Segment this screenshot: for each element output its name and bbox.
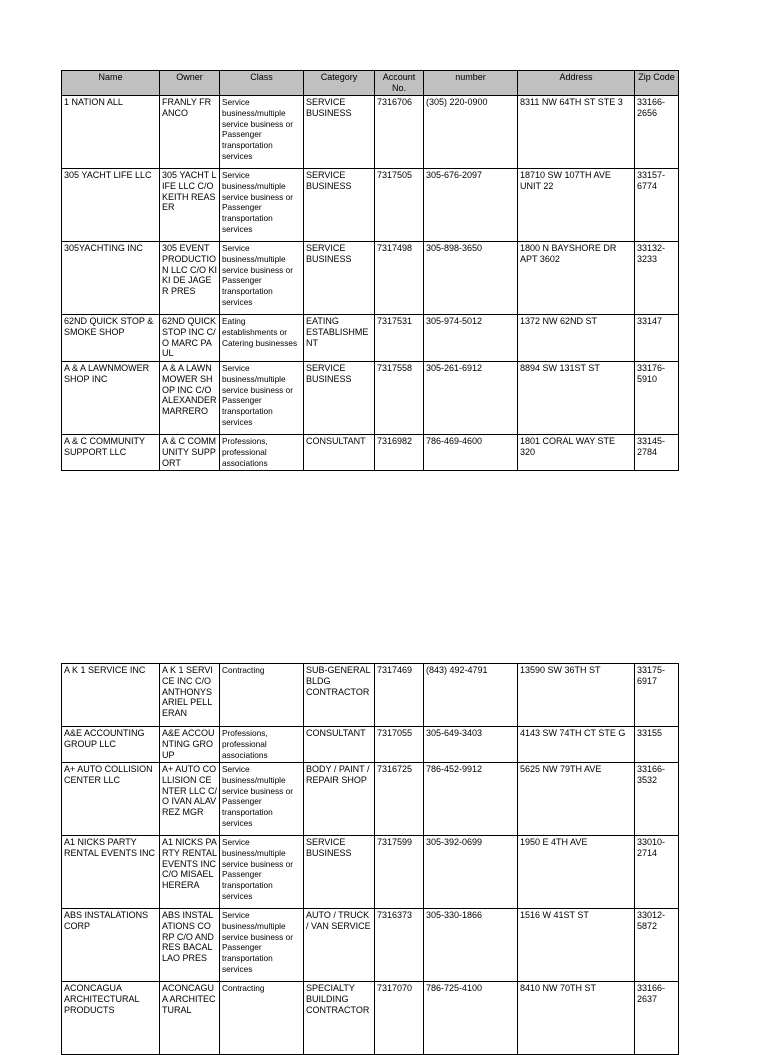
category-text: SERVICE BUSINESS [306,170,352,191]
account-no-text: 7317055 [377,728,413,738]
account-no-text: 7316982 [377,436,413,446]
category-cell [304,664,375,727]
account-no-cell [375,362,424,435]
owner-cell [160,435,220,471]
phone-number-cell [424,909,518,982]
header-category: Category [304,71,375,96]
table-row [62,727,679,763]
header-name: Name [62,71,160,96]
account-no-text: 7317599 [377,837,413,847]
owner-cell [160,982,220,1055]
table-row [62,96,679,169]
address-text: 8410 NW 70TH ST [520,983,597,993]
class-text: Service business/multiple service business or Passenger transportation services [222,837,294,901]
table-row [62,242,679,315]
business-name-text: A+ AUTO COLLISION CENTER LLC [64,764,153,785]
zip-code-cell [635,169,679,242]
category-text: EATING ESTABLISHMENT [306,316,369,348]
owner-text: A & C COMMUNITY SUPPORT [162,436,217,468]
zip-code-cell [635,96,679,169]
business-name-cell [62,664,160,727]
address-cell [518,362,635,435]
phone-number-text: 786-469-4600 [426,436,483,446]
address-cell [518,727,635,763]
table-row [62,909,679,982]
business-name-cell [62,96,160,169]
business-name-cell [62,169,160,242]
zip-code-cell [635,435,679,471]
business-name-text: A1 NICKS PARTY RENTAL EVENTS INC [64,837,156,858]
owner-text: A+ AUTO COLLISION CENTER LLC C/O IVAN ALAVREZ MGR [162,764,217,818]
owner-cell [160,727,220,763]
address-text: 4143 SW 74TH CT STE G [520,728,626,738]
zip-code-text: 33166-3532 [637,764,666,785]
owner-cell [160,242,220,315]
class-cell [220,169,304,242]
category-cell [304,96,375,169]
category-cell [304,836,375,909]
business-name-text: 1 NATION ALL [64,97,123,107]
business-name-text: ABS INSTALATIONS CORP [64,910,149,931]
phone-number-text: 786-452-9912 [426,764,483,774]
business-name-text: ACONCAGUA ARCHITECTURAL PRODUCTS [64,983,140,1015]
category-text: SPECIALTY BUILDING CONTRACTOR [306,983,370,1015]
zip-code-cell [635,362,679,435]
phone-number-cell [424,169,518,242]
phone-number-cell [424,242,518,315]
business-name-text: 305YACHTING INC [64,243,143,253]
address-text: 1800 N BAYSHORE DR APT 3602 [520,243,617,264]
address-text: 13590 SW 36TH ST [520,665,601,675]
address-cell [518,836,635,909]
address-text: 5625 NW 79TH AVE [520,764,602,774]
address-text: 1516 W 41ST ST [520,910,589,920]
phone-number-text: 305-330-1866 [426,910,483,920]
class-text: Contracting [222,665,265,675]
class-cell [220,909,304,982]
zip-code-cell [635,836,679,909]
owner-text: FRANLY FRANCO [162,97,212,118]
business-name-cell [62,315,160,362]
owner-cell [160,96,220,169]
account-no-text: 7317558 [377,363,413,373]
business-license-table-1 [61,70,679,471]
zip-code-cell [635,727,679,763]
owner-cell [160,362,220,435]
phone-number-text: 305-261-6912 [426,363,483,373]
class-cell [220,763,304,836]
class-text: Eating establishments or Catering businesses [222,316,298,348]
business-name-cell [62,836,160,909]
business-name-cell [62,727,160,763]
account-no-text: 7317469 [377,665,413,675]
business-name-text: 305 YACHT LIFE LLC [64,170,152,180]
owner-text: A K 1 SERVICE INC C/O ANTHONYS ARIEL PELLERAN [162,665,213,719]
zip-code-cell [635,982,679,1055]
table-row [62,836,679,909]
class-text: Service business/multiple service business or Passenger transportation services [222,243,294,307]
address-cell [518,169,635,242]
business-name-cell [62,435,160,471]
header-number: number [424,71,518,96]
category-text: SUB-GENERAL BLDG CONTRACTOR [306,665,371,697]
header-account-no: Account No. [375,71,424,96]
category-cell [304,315,375,362]
business-name-text: A & C COMMUNITY SUPPORT LLC [64,436,145,457]
address-cell [518,763,635,836]
class-cell [220,836,304,909]
class-text: Service business/multiple service business or Passenger transportation services [222,764,294,828]
phone-number-cell [424,96,518,169]
business-name-cell [62,763,160,836]
zip-code-cell [635,242,679,315]
phone-number-text: (305) 220-0900 [426,97,488,107]
category-cell [304,727,375,763]
zip-code-text: 33012-5872 [637,910,666,931]
owner-cell [160,315,220,362]
class-cell [220,315,304,362]
phone-number-text: 305-974-5012 [426,316,483,326]
account-no-cell [375,96,424,169]
business-name-cell [62,362,160,435]
phone-number-text: 786-725-4100 [426,983,483,993]
account-no-text: 7316373 [377,910,413,920]
address-text: 1372 NW 62ND ST [520,316,598,326]
category-text: SERVICE BUSINESS [306,363,352,384]
class-text: Service business/multiple service business or Passenger transportation services [222,170,294,234]
phone-number-text: 305-898-3650 [426,243,483,253]
table-row [62,435,679,471]
class-cell [220,727,304,763]
owner-cell [160,763,220,836]
business-name-text: A K 1 SERVICE INC [64,665,146,675]
zip-code-text: 33147 [637,316,663,326]
zip-code-text: 33132-3233 [637,243,666,264]
table-row [62,315,679,362]
owner-text: 62ND QUICK STOP INC C/O MARC PAUL [162,316,217,359]
zip-code-text: 33145-2784 [637,436,666,457]
zip-code-cell [635,664,679,727]
table-row [62,362,679,435]
class-text: Professions, professional associations [222,436,268,468]
phone-number-cell [424,836,518,909]
business-name-cell [62,242,160,315]
category-cell [304,362,375,435]
phone-number-text: (843) 492-4791 [426,665,488,675]
class-text: Service business/multiple service business or Passenger transportation services [222,97,294,161]
zip-code-text: 33175-6917 [637,665,666,686]
class-cell [220,435,304,471]
class-cell [220,982,304,1055]
phone-number-cell [424,315,518,362]
owner-cell [160,836,220,909]
class-text: Service business/multiple service business or Passenger transportation services [222,910,294,974]
header-address: Address [518,71,635,96]
address-cell [518,315,635,362]
category-cell [304,909,375,982]
phone-number-text: 305-392-0699 [426,837,483,847]
account-no-text: 7316706 [377,97,413,107]
owner-text: 305 YACHT LIFE LLC C/O KEITH REASER [162,170,217,213]
class-cell [220,96,304,169]
category-cell [304,169,375,242]
phone-number-text: 305-649-3403 [426,728,483,738]
address-cell [518,435,635,471]
phone-number-cell [424,362,518,435]
zip-code-cell [635,909,679,982]
address-cell [518,664,635,727]
account-no-text: 7317498 [377,243,413,253]
class-cell [220,362,304,435]
business-name-text: A&E ACCOUNTING GROUP LLC [64,728,145,749]
phone-number-text: 305-676-2097 [426,170,483,180]
header-class: Class [220,71,304,96]
owner-cell [160,169,220,242]
phone-number-cell [424,982,518,1055]
owner-text: ACONCAGUA ARCHITECTURAL [162,983,216,1015]
address-text: 8894 SW 131ST ST [520,363,600,373]
category-text: AUTO / TRUCK / VAN SERVICE [306,910,371,931]
account-no-text: 7317505 [377,170,413,180]
account-no-cell [375,435,424,471]
address-text: 18710 SW 107TH AVE UNIT 22 [520,170,611,191]
business-name-cell [62,909,160,982]
address-text: 1801 CORAL WAY STE 320 [520,436,616,457]
category-cell [304,982,375,1055]
zip-code-text: 33166-2656 [637,97,666,118]
category-cell [304,242,375,315]
account-no-cell [375,315,424,362]
address-cell [518,982,635,1055]
owner-text: ABS INSTALATIONS CORP C/O ANDRES BACALLAO PRES [162,910,214,964]
category-text: CONSULTANT [306,728,366,738]
owner-text: 305 EVENT PRODUCTION LLC C/O KIKI DE JAGER PRES [162,243,217,297]
category-text: BODY / PAINT / REPAIR SHOP [306,764,370,785]
address-cell [518,242,635,315]
account-no-cell [375,727,424,763]
account-no-cell [375,169,424,242]
table-row [62,664,679,727]
business-name-text: A & A LAWNMOWER SHOP INC [64,363,150,384]
account-no-text: 7316725 [377,764,413,774]
owner-text: A&E ACCOUNTING GROUP [162,728,215,760]
business-name-cell [62,982,160,1055]
business-license-table-2 [61,663,679,1055]
zip-code-cell [635,315,679,362]
zip-code-cell [635,763,679,836]
header-zip-code: Zip Code [635,71,679,96]
zip-code-text: 33010-2714 [637,837,666,858]
table-row [62,169,679,242]
owner-text: A & A LAWNMOWER SHOP INC C/O ALEXANDER MARRERO [162,363,217,417]
category-text: SERVICE BUSINESS [306,97,352,118]
category-text: CONSULTANT [306,436,366,446]
zip-code-text: 33166-2637 [637,983,666,1004]
account-no-cell [375,982,424,1055]
business-name-text: 62ND QUICK STOP & SMOKE SHOP [64,316,154,337]
class-text: Service business/multiple service business or Passenger transportation services [222,363,294,427]
owner-text: A1 NICKS PARTY RENTAL EVENTS INC C/O MISAEL HERERA [162,837,217,891]
account-no-text: 7317070 [377,983,413,993]
phone-number-cell [424,763,518,836]
table-row [62,982,679,1055]
category-cell [304,763,375,836]
address-cell [518,909,635,982]
account-no-cell [375,242,424,315]
owner-cell [160,909,220,982]
class-text: Contracting [222,983,265,993]
phone-number-cell [424,435,518,471]
account-no-cell [375,909,424,982]
table-header-row [62,71,679,96]
zip-code-text: 33176-5910 [637,363,666,384]
account-no-cell [375,763,424,836]
account-no-cell [375,836,424,909]
category-text: SERVICE BUSINESS [306,837,352,858]
phone-number-cell [424,664,518,727]
class-cell [220,664,304,727]
category-cell [304,435,375,471]
table-row [62,763,679,836]
phone-number-cell [424,727,518,763]
owner-cell [160,664,220,727]
address-text: 8311 NW 64TH ST STE 3 [520,97,623,107]
zip-code-text: 33157-6774 [637,170,666,191]
account-no-cell [375,664,424,727]
class-text: Professions, professional associations [222,728,268,760]
account-no-text: 7317531 [377,316,413,326]
address-cell [518,96,635,169]
zip-code-text: 33155 [637,728,663,738]
header-owner: Owner [160,71,220,96]
address-text: 1950 E 4TH AVE [520,837,588,847]
class-cell [220,242,304,315]
category-text: SERVICE BUSINESS [306,243,352,264]
